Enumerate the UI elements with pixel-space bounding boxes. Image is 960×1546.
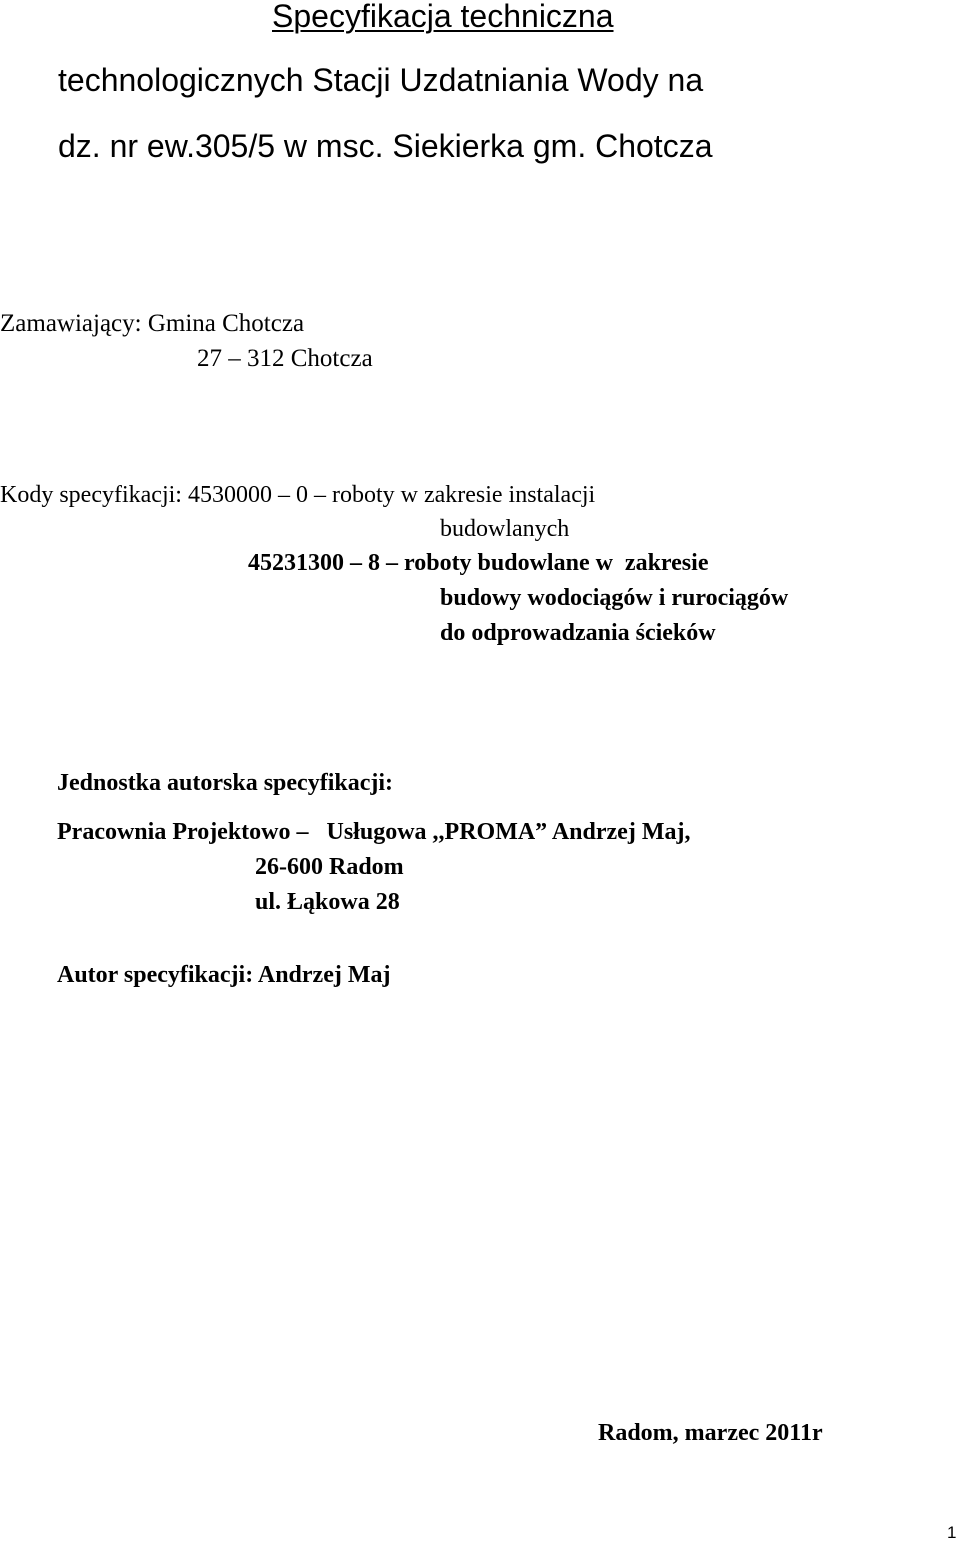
author-unit-name: Pracownia Projektowo – Usługowa ,,PROMA” Andrzej Maj, bbox=[57, 819, 691, 845]
document-title: Specyfikacja techniczna bbox=[272, 0, 614, 34]
specification-author: Autor specyfikacji: Andrzej Maj bbox=[57, 962, 391, 988]
place-and-date: Radom, marzec 2011r bbox=[598, 1420, 823, 1446]
document-subtitle-line-1: technologicznych Stacji Uzdatniania Wody na bbox=[58, 62, 704, 98]
specification-codes-line-5: do odprowadzania ścieków bbox=[440, 620, 716, 646]
specification-codes-line-2: budowlanych bbox=[440, 516, 570, 542]
page-number: 1 bbox=[947, 1523, 957, 1542]
client-name: Zamawiający: Gmina Chotcza bbox=[0, 310, 305, 337]
specification-codes-line-1: Kody specyfikacji: 4530000 – 0 – roboty w zakresie instalacji bbox=[0, 482, 596, 508]
author-unit-label: Jednostka autorska specyfikacji: bbox=[57, 770, 394, 796]
specification-codes-line-3: 45231300 – 8 – roboty budowlane w zakresie bbox=[248, 550, 709, 576]
specification-codes-line-4: budowy wodociągów i rurociągów bbox=[440, 585, 789, 611]
client-address: 27 – 312 Chotcza bbox=[197, 345, 373, 372]
document-subtitle-line-2: dz. nr ew.305/5 w msc. Siekierka gm. Chotcza bbox=[58, 128, 713, 164]
author-unit-street: ul. Łąkowa 28 bbox=[255, 889, 400, 915]
author-unit-postcode: 26-600 Radom bbox=[255, 854, 404, 880]
